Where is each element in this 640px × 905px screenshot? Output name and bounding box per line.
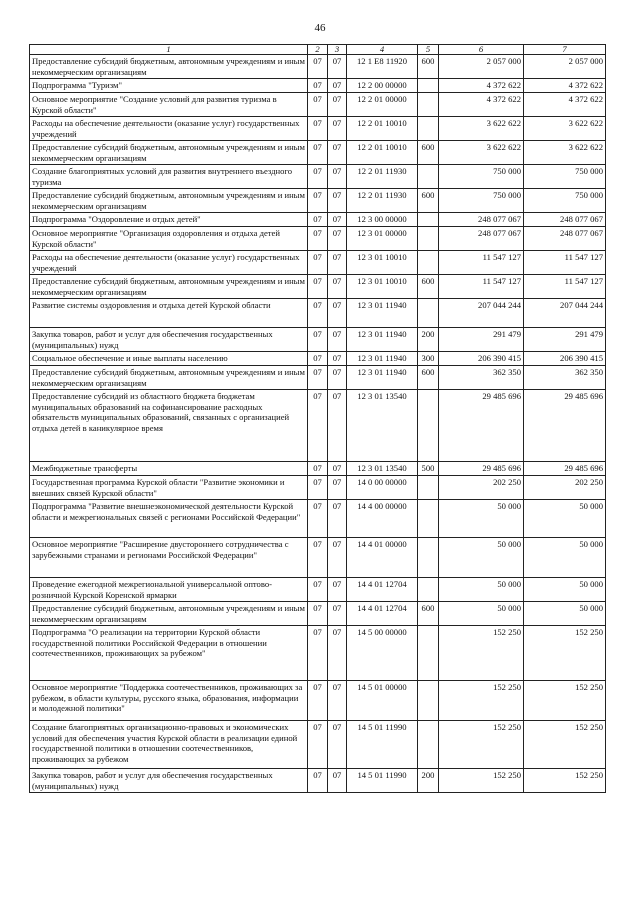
amount-cell: 152 250 xyxy=(524,626,606,681)
amount-cell: 4 372 622 xyxy=(524,79,606,93)
amount-cell: 29 485 696 xyxy=(524,390,606,462)
subsection-code-cell: 07 xyxy=(328,251,347,275)
section-code-cell: 07 xyxy=(308,500,328,538)
expense-type-cell: 600 xyxy=(418,141,439,165)
target-article-cell: 12 2 01 11930 xyxy=(347,189,418,213)
amount-cell: 50 000 xyxy=(439,500,524,538)
row-name-cell: Проведение ежегодной межрегиональной универсальной оптово-розничной Курской Коренской ярмарки xyxy=(30,578,308,602)
amount-cell: 50 000 xyxy=(524,578,606,602)
target-article-cell: 14 4 00 00000 xyxy=(347,500,418,538)
amount-cell: 2 057 000 xyxy=(524,55,606,79)
amount-cell: 4 372 622 xyxy=(439,79,524,93)
row-name-cell: Предоставление субсидий бюджетным, автономным учреждениям и иным некоммерческим организациям xyxy=(30,55,308,79)
subsection-code-cell: 07 xyxy=(328,602,347,626)
subsection-code-cell: 07 xyxy=(328,227,347,251)
row-name-cell: Предоставление субсидий бюджетным, автономным учреждениям и иным некоммерческим организациям xyxy=(30,189,308,213)
expense-type-cell: 200 xyxy=(418,769,439,793)
target-article-cell: 12 2 00 00000 xyxy=(347,79,418,93)
row-name-cell: Предоставление субсидий бюджетным, автономным учреждениям и иным некоммерческим организациям xyxy=(30,602,308,626)
table-row xyxy=(30,165,606,189)
section-code-cell: 07 xyxy=(308,251,328,275)
table-row xyxy=(30,79,606,93)
row-name-cell: Закупка товаров, работ и услуг для обеспечения государственных (муниципальных) нужд xyxy=(30,769,308,793)
amount-cell: 152 250 xyxy=(439,769,524,793)
subsection-code-cell: 07 xyxy=(328,165,347,189)
table-row xyxy=(30,227,606,251)
amount-cell: 362 350 xyxy=(439,366,524,390)
row-name-cell: Подпрограмма "Развитие внешнеэкономической деятельности Курской области и межрегиональных связей с регионами Российской Федерации" xyxy=(30,500,308,538)
header-cell: 6 xyxy=(439,45,524,55)
section-code-cell: 07 xyxy=(308,476,328,500)
amount-cell: 750 000 xyxy=(524,189,606,213)
table-row xyxy=(30,602,606,626)
row-name-cell: Основное мероприятие "Создание условий для развития туризма в Курской области" xyxy=(30,93,308,117)
section-code-cell: 07 xyxy=(308,352,328,366)
section-code-cell: 07 xyxy=(308,390,328,462)
table-body xyxy=(30,55,606,793)
subsection-code-cell: 07 xyxy=(328,141,347,165)
section-code-cell: 07 xyxy=(308,681,328,721)
expense-type-cell: 500 xyxy=(418,462,439,476)
subsection-code-cell: 07 xyxy=(328,538,347,578)
target-article-cell: 14 4 01 12704 xyxy=(347,578,418,602)
amount-cell: 152 250 xyxy=(439,626,524,681)
target-article-cell: 12 2 01 11930 xyxy=(347,165,418,189)
header-cell: 7 xyxy=(524,45,606,55)
subsection-code-cell: 07 xyxy=(328,79,347,93)
amount-cell: 207 044 244 xyxy=(524,299,606,328)
table-row xyxy=(30,366,606,390)
subsection-code-cell: 07 xyxy=(328,299,347,328)
table-row xyxy=(30,476,606,500)
header-cell: 5 xyxy=(418,45,439,55)
amount-cell: 750 000 xyxy=(439,189,524,213)
amount-cell: 11 547 127 xyxy=(524,275,606,299)
table-row xyxy=(30,500,606,538)
expense-type-cell xyxy=(418,538,439,578)
table-row xyxy=(30,213,606,227)
subsection-code-cell: 07 xyxy=(328,500,347,538)
subsection-code-cell: 07 xyxy=(328,189,347,213)
amount-cell: 50 000 xyxy=(439,538,524,578)
table-row xyxy=(30,141,606,165)
section-code-cell: 07 xyxy=(308,538,328,578)
section-code-cell: 07 xyxy=(308,299,328,328)
amount-cell: 206 390 415 xyxy=(439,352,524,366)
section-code-cell: 07 xyxy=(308,165,328,189)
budget-table xyxy=(29,44,606,793)
subsection-code-cell: 07 xyxy=(328,366,347,390)
section-code-cell: 07 xyxy=(308,328,328,352)
subsection-code-cell: 07 xyxy=(328,769,347,793)
expense-type-cell xyxy=(418,165,439,189)
subsection-code-cell: 07 xyxy=(328,213,347,227)
section-code-cell: 07 xyxy=(308,189,328,213)
target-article-cell: 12 3 01 00000 xyxy=(347,227,418,251)
amount-cell: 50 000 xyxy=(439,578,524,602)
row-name-cell: Основное мероприятие "Расширение двустороннего сотрудничества с зарубежными странами и регионами Российской Федерации" xyxy=(30,538,308,578)
expense-type-cell: 600 xyxy=(418,189,439,213)
table-row xyxy=(30,55,606,79)
expense-type-cell xyxy=(418,227,439,251)
expense-type-cell xyxy=(418,251,439,275)
amount-cell: 11 547 127 xyxy=(439,251,524,275)
expense-type-cell xyxy=(418,213,439,227)
table-row xyxy=(30,299,606,328)
row-name-cell: Расходы на обеспечение деятельности (оказание услуг) государственных учреждений xyxy=(30,251,308,275)
subsection-code-cell: 07 xyxy=(328,328,347,352)
expense-type-cell: 600 xyxy=(418,366,439,390)
section-code-cell: 07 xyxy=(308,578,328,602)
expense-type-cell xyxy=(418,500,439,538)
section-code-cell: 07 xyxy=(308,626,328,681)
subsection-code-cell: 07 xyxy=(328,681,347,721)
page-number: 46 xyxy=(314,22,326,34)
amount-cell: 50 000 xyxy=(524,500,606,538)
row-name-cell: Расходы на обеспечение деятельности (оказание услуг) государственных учреждений xyxy=(30,117,308,141)
target-article-cell: 12 3 01 10010 xyxy=(347,275,418,299)
target-article-cell: 12 3 01 13540 xyxy=(347,462,418,476)
table-row xyxy=(30,251,606,275)
target-article-cell: 12 3 01 11940 xyxy=(347,366,418,390)
section-code-cell: 07 xyxy=(308,141,328,165)
amount-cell: 248 077 067 xyxy=(524,227,606,251)
amount-cell: 202 250 xyxy=(524,476,606,500)
expense-type-cell xyxy=(418,721,439,769)
table-row xyxy=(30,681,606,721)
section-code-cell: 07 xyxy=(308,79,328,93)
header-cell: 4 xyxy=(347,45,418,55)
target-article-cell: 14 4 01 00000 xyxy=(347,538,418,578)
subsection-code-cell: 07 xyxy=(328,626,347,681)
row-name-cell: Подпрограмма "Оздоровление и отдых детей" xyxy=(30,213,308,227)
amount-cell: 4 372 622 xyxy=(524,93,606,117)
section-code-cell: 07 xyxy=(308,213,328,227)
section-code-cell: 07 xyxy=(308,721,328,769)
target-article-cell: 14 5 01 11990 xyxy=(347,769,418,793)
amount-cell: 750 000 xyxy=(524,165,606,189)
row-name-cell: Социальное обеспечение и иные выплаты населению xyxy=(30,352,308,366)
table-row xyxy=(30,538,606,578)
target-article-cell: 14 5 01 11990 xyxy=(347,721,418,769)
expense-type-cell xyxy=(418,578,439,602)
row-name-cell: Межбюджетные трансферты xyxy=(30,462,308,476)
section-code-cell: 07 xyxy=(308,602,328,626)
amount-cell: 248 077 067 xyxy=(439,213,524,227)
subsection-code-cell: 07 xyxy=(328,275,347,299)
expense-type-cell xyxy=(418,299,439,328)
section-code-cell: 07 xyxy=(308,769,328,793)
row-name-cell: Предоставление субсидий бюджетным, автономным учреждениям и иным некоммерческим организациям xyxy=(30,141,308,165)
table-row xyxy=(30,275,606,299)
expense-type-cell: 200 xyxy=(418,328,439,352)
expense-type-cell: 600 xyxy=(418,602,439,626)
target-article-cell: 12 2 01 00000 xyxy=(347,93,418,117)
expense-type-cell xyxy=(418,390,439,462)
header-cell: 3 xyxy=(328,45,347,55)
subsection-code-cell: 07 xyxy=(328,476,347,500)
amount-cell: 291 479 xyxy=(439,328,524,352)
amount-cell: 152 250 xyxy=(524,721,606,769)
subsection-code-cell: 07 xyxy=(328,721,347,769)
expense-type-cell xyxy=(418,117,439,141)
target-article-cell: 14 0 00 00000 xyxy=(347,476,418,500)
row-name-cell: Создание благоприятных условий для развития внутреннего въездного туризма xyxy=(30,165,308,189)
amount-cell: 2 057 000 xyxy=(439,55,524,79)
header-row xyxy=(30,45,606,55)
row-name-cell: Подпрограмма "Туризм" xyxy=(30,79,308,93)
target-article-cell: 12 2 01 10010 xyxy=(347,117,418,141)
row-name-cell: Предоставление субсидий бюджетным, автономным учреждениям и иным некоммерческим организациям xyxy=(30,366,308,390)
table-row xyxy=(30,117,606,141)
section-code-cell: 07 xyxy=(308,275,328,299)
row-name-cell: Основное мероприятие "Организация оздоровления и отдыха детей Курской области" xyxy=(30,227,308,251)
target-article-cell: 14 5 01 00000 xyxy=(347,681,418,721)
expense-type-cell xyxy=(418,626,439,681)
table-row xyxy=(30,390,606,462)
amount-cell: 248 077 067 xyxy=(439,227,524,251)
expense-type-cell xyxy=(418,79,439,93)
amount-cell: 29 485 696 xyxy=(524,462,606,476)
subsection-code-cell: 07 xyxy=(328,117,347,141)
target-article-cell: 12 2 01 10010 xyxy=(347,141,418,165)
subsection-code-cell: 07 xyxy=(328,55,347,79)
amount-cell: 29 485 696 xyxy=(439,390,524,462)
amount-cell: 3 622 622 xyxy=(439,117,524,141)
expense-type-cell xyxy=(418,476,439,500)
row-name-cell: Предоставление субсидий из областного бюджета бюджетам муниципальных образований на софинансирование расходных обязательств муниципальных образований, связанных с организацией отдыха детей в каникулярное время xyxy=(30,390,308,462)
table-row xyxy=(30,93,606,117)
target-article-cell: 12 3 01 10010 xyxy=(347,251,418,275)
subsection-code-cell: 07 xyxy=(328,352,347,366)
target-article-cell: 14 4 01 12704 xyxy=(347,602,418,626)
subsection-code-cell: 07 xyxy=(328,93,347,117)
row-name-cell: Закупка товаров, работ и услуг для обеспечения государственных (муниципальных) нужд xyxy=(30,328,308,352)
amount-cell: 291 479 xyxy=(524,328,606,352)
amount-cell: 4 372 622 xyxy=(439,93,524,117)
table-row xyxy=(30,352,606,366)
table-row xyxy=(30,626,606,681)
row-name-cell: Создание благоприятных организационно-правовых и экономических условий для обеспечения участия Курской области в реализации единой государственной политики в отношении соотечественников, проживающих за рубежом xyxy=(30,721,308,769)
target-article-cell: 12 1 E8 11920 xyxy=(347,55,418,79)
section-code-cell: 07 xyxy=(308,117,328,141)
amount-cell: 50 000 xyxy=(439,602,524,626)
row-name-cell: Государственная программа Курской области "Развитие экономики и внешних связей Курской области" xyxy=(30,476,308,500)
amount-cell: 750 000 xyxy=(439,165,524,189)
section-code-cell: 07 xyxy=(308,227,328,251)
target-article-cell: 12 3 01 11940 xyxy=(347,352,418,366)
section-code-cell: 07 xyxy=(308,93,328,117)
amount-cell: 3 622 622 xyxy=(524,117,606,141)
table-row xyxy=(30,721,606,769)
header-cell: 1 xyxy=(30,45,308,55)
section-code-cell: 07 xyxy=(308,462,328,476)
subsection-code-cell: 07 xyxy=(328,390,347,462)
expense-type-cell: 600 xyxy=(418,55,439,79)
header-cell: 2 xyxy=(308,45,328,55)
expense-type-cell xyxy=(418,93,439,117)
amount-cell: 152 250 xyxy=(524,681,606,721)
row-name-cell: Предоставление субсидий бюджетным, автономным учреждениям и иным некоммерческим организациям xyxy=(30,275,308,299)
amount-cell: 207 044 244 xyxy=(439,299,524,328)
expense-type-cell: 300 xyxy=(418,352,439,366)
amount-cell: 202 250 xyxy=(439,476,524,500)
amount-cell: 3 622 622 xyxy=(524,141,606,165)
table-row xyxy=(30,328,606,352)
target-article-cell: 14 5 00 00000 xyxy=(347,626,418,681)
row-name-cell: Подпрограмма "О реализации на территории Курской области государственной политики Российской Федерации в отношении соотечественников, проживающих за рубежом" xyxy=(30,626,308,681)
table-row xyxy=(30,462,606,476)
amount-cell: 29 485 696 xyxy=(439,462,524,476)
subsection-code-cell: 07 xyxy=(328,578,347,602)
amount-cell: 11 547 127 xyxy=(524,251,606,275)
amount-cell: 11 547 127 xyxy=(439,275,524,299)
target-article-cell: 12 3 01 11940 xyxy=(347,299,418,328)
amount-cell: 248 077 067 xyxy=(524,213,606,227)
section-code-cell: 07 xyxy=(308,55,328,79)
table-row xyxy=(30,769,606,793)
amount-cell: 50 000 xyxy=(524,538,606,578)
row-name-cell: Основное мероприятие "Поддержка соотечественников, проживающих за рубежом, в области культуры, русского языка, образования, информации и молодежной политики" xyxy=(30,681,308,721)
target-article-cell: 12 3 01 13540 xyxy=(347,390,418,462)
amount-cell: 3 622 622 xyxy=(439,141,524,165)
table-row xyxy=(30,578,606,602)
amount-cell: 362 350 xyxy=(524,366,606,390)
amount-cell: 152 250 xyxy=(524,769,606,793)
subsection-code-cell: 07 xyxy=(328,462,347,476)
amount-cell: 152 250 xyxy=(439,721,524,769)
amount-cell: 50 000 xyxy=(524,602,606,626)
table-row xyxy=(30,189,606,213)
row-name-cell: Развитие системы оздоровления и отдыха детей Курской области xyxy=(30,299,308,328)
target-article-cell: 12 3 00 00000 xyxy=(347,213,418,227)
expense-type-cell xyxy=(418,681,439,721)
target-article-cell: 12 3 01 11940 xyxy=(347,328,418,352)
amount-cell: 206 390 415 xyxy=(524,352,606,366)
section-code-cell: 07 xyxy=(308,366,328,390)
amount-cell: 152 250 xyxy=(439,681,524,721)
expense-type-cell: 600 xyxy=(418,275,439,299)
